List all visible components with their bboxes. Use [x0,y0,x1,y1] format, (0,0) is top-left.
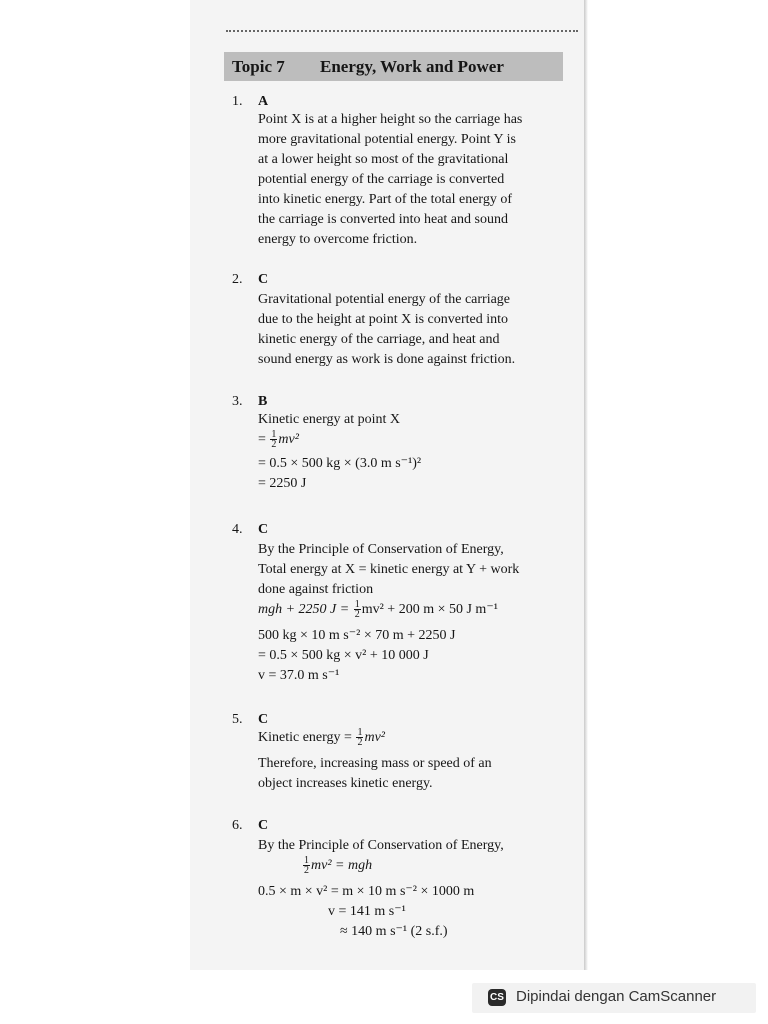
question-4-working [258,540,519,686]
answer-letter: C [258,818,269,833]
page-edge-shadow [584,0,588,970]
formula-line: = $\frac{1}{2}$ mv² [258,429,299,451]
question-6-heading [232,816,268,836]
working-line: object increases kinetic energy. [258,776,433,791]
camscanner-logo: CS [488,989,506,1006]
explanation-line: sound energy as work is done against friction. [258,352,516,367]
answer-letter: C [258,712,269,727]
camscanner-watermark [472,983,756,1013]
question-1-heading [232,92,268,112]
working-line: Total energy at X = kinetic energy at Y + work [258,562,520,577]
fraction-half: $\frac{1}{2}$ [304,855,309,877]
explanation-line: at a lower height so most of the gravitational [258,152,509,167]
formula-line: $\frac{1}{2}$ mv² = mgh [304,855,373,877]
explanation-line: Point X is at a higher height so the carriage has [258,112,523,127]
question-number: 2. [232,272,243,287]
explanation-line: the carriage is converted into heat and sound [258,212,508,227]
question-number: 6. [232,818,243,833]
question-3-working [258,410,421,494]
explanation-line: kinetic energy of the carriage, and heat and [258,332,500,347]
working-line: 0.5 × m × v² = m × 10 m s⁻² × 1000 m [258,884,475,899]
working-line: v = 141 m s⁻¹ [328,904,406,919]
question-5-working [258,728,492,794]
working-line: ≈ 140 m s⁻¹ (2 s.f.) [340,924,448,939]
explanation-line: more gravitational potential energy. Point Y is [258,132,516,147]
working-line: By the Principle of Conservation of Energy, [258,838,504,853]
question-5-heading [232,710,268,730]
question-number: 5. [232,712,243,727]
formula-line: Kinetic energy = $\frac{1}{2}$ mv² [258,727,385,749]
working-line: = 0.5 × 500 kg × v² + 10 000 J [258,648,429,663]
question-number: 3. [232,394,243,409]
question-number: 1. [232,94,243,109]
working-line: = 2250 J [258,476,307,491]
explanation-line: energy to overcome friction. [258,232,418,247]
question-4-heading [232,520,268,540]
dotted-divider [226,30,578,32]
watermark-text: Dipindai dengan CamScanner [516,988,717,1005]
fraction-half: $\frac{1}{2}$ [357,727,363,749]
question-6-working [258,836,504,942]
explanation-line: due to the height at point X is converted into [258,312,509,327]
topic-header [224,52,563,81]
explanation-line: into kinetic energy. Part of the total energy of [258,192,513,207]
answer-letter: C [258,522,269,537]
question-number: 4. [232,522,243,537]
formula-line: mgh + 2250 J = $\frac{1}{2}$ mv² + 200 m × 50 J m⁻¹ [258,599,498,621]
fraction-half: $\frac{1}{2}$ [354,599,360,621]
topic-title: Energy, Work and Power [320,57,504,76]
working-line: Therefore, increasing mass or speed of an [258,756,492,771]
question-1-explanation [258,110,522,250]
explanation-line: potential energy of the carriage is converted [258,172,505,187]
answer-letter: C [258,272,269,287]
question-2-explanation [258,290,515,370]
working-line: 500 kg × 10 m s⁻² × 70 m + 2250 J [258,628,456,643]
answer-letter: B [258,394,268,409]
explanation-line: Gravitational potential energy of the carriage [258,292,511,307]
working-line: By the Principle of Conservation of Energy, [258,542,504,557]
working-line: = 0.5 × 500 kg × (3.0 m s⁻¹)² [258,456,422,471]
working-line: v = 37.0 m s⁻¹ [258,668,340,683]
question-3-heading [232,392,267,412]
fraction-half: $\frac{1}{2}$ [271,429,277,451]
answer-letter: A [258,94,269,109]
working-line: done against friction [258,582,374,597]
working-line: Kinetic energy at point X [258,412,401,427]
topic-number: Topic 7 [232,57,285,76]
question-2-heading [232,270,268,290]
